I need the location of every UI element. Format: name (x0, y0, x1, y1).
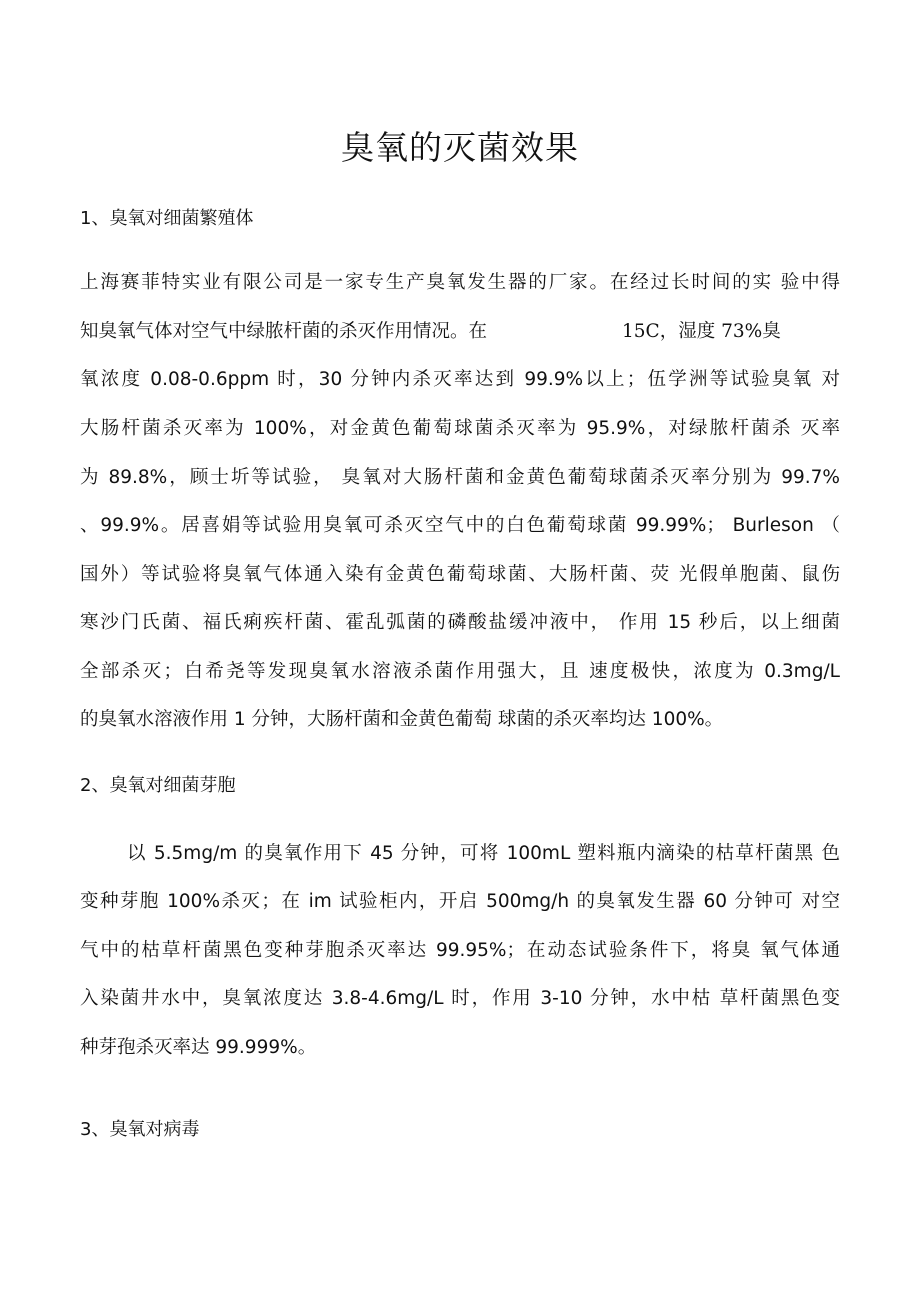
section-1-line-9: 全部杀灭；白希尧等发现臭氧水溶液杀菌作用强大，且 速度极快，浓度为 0.3mg/L (80, 661, 840, 682)
section-2-line-3: 气中的枯草杆菌黑色变种芽胞杀灭率达 99.95%；在动态试验条件下，将臭 氧气体通 (80, 940, 840, 961)
section-1-line-5: 为 89.8%，顾士圻等试验， 臭氧对大肠杆菌和金黄色葡萄球菌杀灭率分别为 99.7% (80, 467, 840, 488)
section-3-heading: 3、臭氧对病毒 (80, 1119, 200, 1140)
section-2-line-4: 入染菌井水中，臭氧浓度达 3.8-4.6mg/L 时，作用 3-10 分钟，水中枯 草杆菌黑色变 (80, 988, 840, 1009)
section-1-line-8: 寒沙门氏菌、福氏痢疾杆菌、霍乱弧菌的磷酸盐缓冲液中， 作用 15 秒后，以上细菌 (80, 612, 840, 633)
section-1-line-2-temp: 15C，湿度 73%臭 (622, 321, 781, 342)
section-2-line-5: 种芽孢杀灭率达 99.999%。 (80, 1037, 317, 1058)
section-1-line-6: 、99.9%。居喜娟等试验用臭氧可杀灭空气中的白色葡萄球菌 99.99%； Burleson （ (80, 515, 840, 536)
section-1-heading: 1、臭氧对细菌繁殖体 (80, 208, 254, 229)
section-1-line-7: 国外）等试验将臭氧气体通入染有金黄色葡萄球菌、大肠杆菌、荧 光假单胞菌、鼠伤 (80, 564, 840, 585)
section-1-line-1: 上海赛菲特实业有限公司是一家专生产臭氧发生器的厂家。在经过长时间的实 验中得 (80, 272, 840, 293)
section-2-heading: 2、臭氧对细菌芽胞 (80, 775, 236, 796)
section-1-line-3: 氧浓度 0.08-0.6ppm 时，30 分钟内杀灭率达到 99.9%以上；伍学洲等试验臭氧 对 (80, 369, 840, 390)
section-1-line-4: 大肠杆菌杀灭率为 100%，对金黄色葡萄球菌杀灭率为 95.9%，对绿脓杆菌杀 灭率 (80, 418, 840, 439)
page-title: 臭氧的灭菌效果 (341, 128, 579, 167)
section-1-line-10: 的臭氧水溶液作用 1 分钟，大肠杆菌和金黄色葡萄 球菌的杀灭率均达 100%。 (80, 709, 724, 730)
section-2-line-2: 变种芽胞 100%杀灭；在 im 试验柜内，开启 500mg/h 的臭氧发生器 60 分钟可 对空 (80, 891, 840, 912)
section-1-line-2: 知臭氧气体对空气中绿脓杆菌的杀灭作用情况。在 (80, 321, 488, 342)
section-2-line-1: 以 5.5mg/m 的臭氧作用下 45 分钟，可将 100mL 塑料瓶内滴染的枯草杆菌黑 色 (127, 843, 840, 864)
